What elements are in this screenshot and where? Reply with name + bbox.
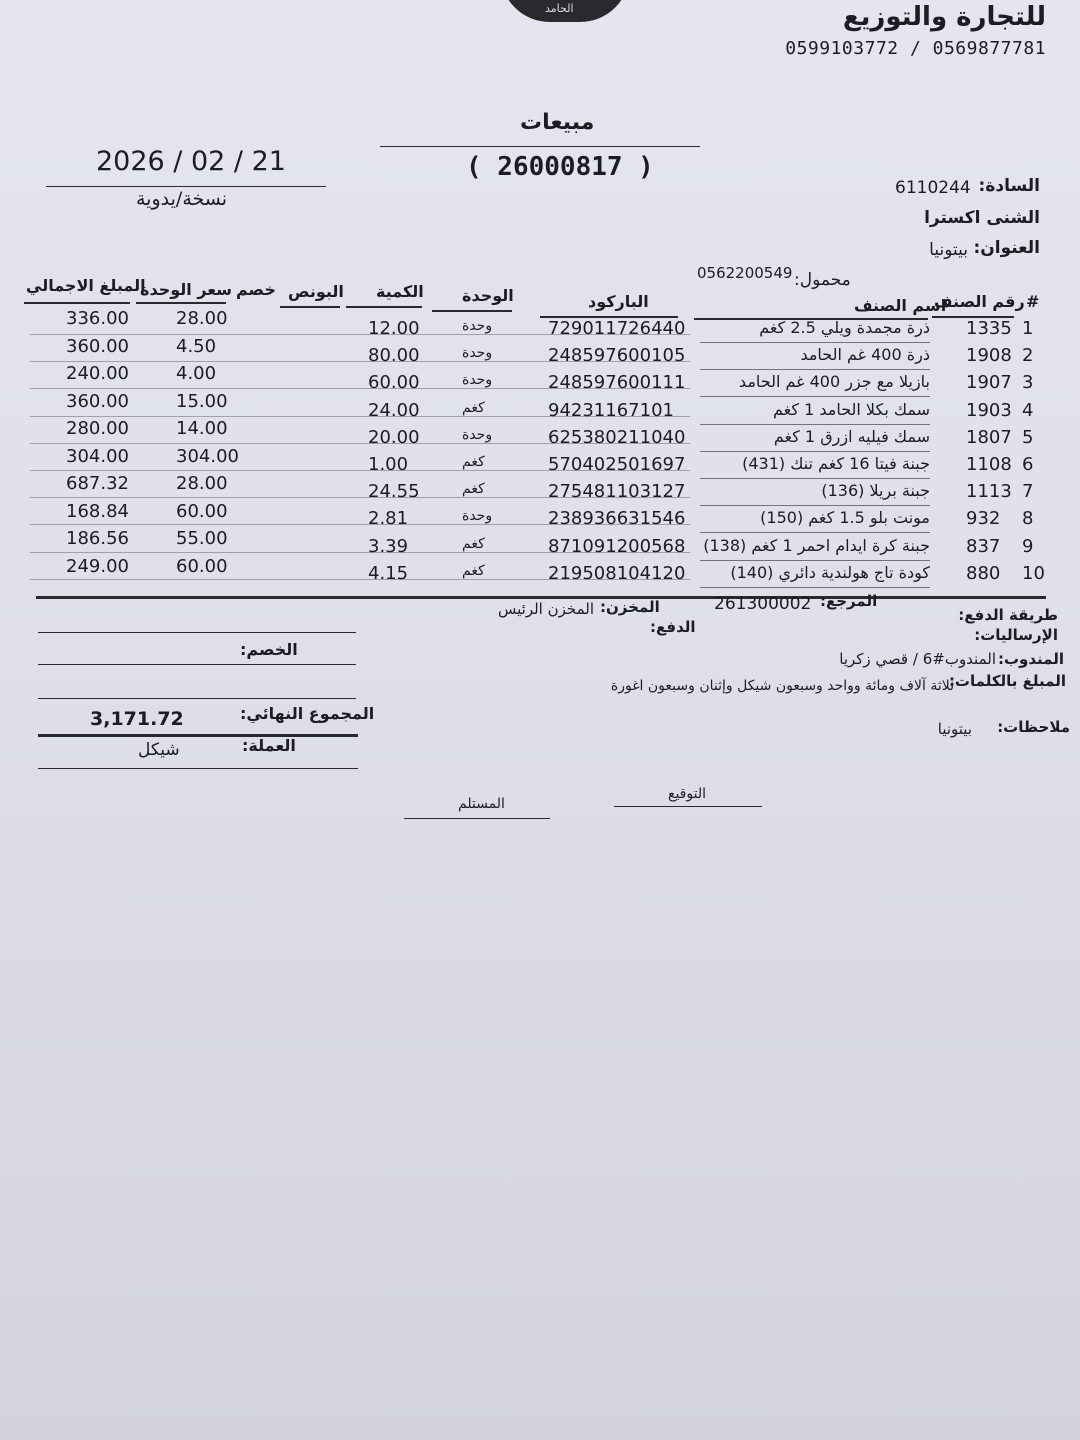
col-header-item-name: اسم الصنف (854, 296, 947, 315)
address-value: بيتونيا (929, 240, 968, 260)
signature-line (614, 806, 762, 807)
cell-item-no: 1908 (966, 345, 1012, 367)
totals-rule (38, 768, 358, 769)
totals-rule (38, 698, 356, 699)
totals-rule (38, 632, 356, 633)
rep-label: المندوب: (997, 650, 1064, 668)
reference-label: المرجع: (820, 592, 878, 610)
cell-total: 304.00 (66, 445, 129, 467)
cell-unit: وحدة (462, 426, 493, 443)
cell-qty: 24.00 (368, 399, 420, 421)
cell-index: 1 (1022, 318, 1034, 339)
row-divider (700, 342, 930, 343)
cell-qty: 1.00 (368, 454, 409, 475)
cell-total: 186.56 (66, 528, 129, 549)
row-divider (700, 424, 930, 425)
cell-unit: وحدة (462, 345, 493, 362)
cell-item-no: 932 (966, 508, 1001, 530)
company-phones: 0599103772 / 0569877781 (785, 38, 1046, 59)
rep-value: المندوب#6 / قصي زكريا (839, 650, 996, 668)
col-header-total: المبلغ الاجمالي (26, 276, 146, 295)
cell-unit: وحدة (462, 318, 493, 334)
signature-label: التوقيع (668, 786, 706, 802)
cell-item-no: 837 (966, 535, 1001, 557)
cell-item-name: بازيلا مع جزر 400 غم الحامد (738, 372, 930, 392)
cell-total: 249.00 (66, 555, 129, 577)
notes-label: ملاحظات: (997, 718, 1070, 736)
row-divider (700, 560, 930, 561)
cell-index: 7 (1022, 481, 1034, 503)
cell-unit-price: 28.00 (176, 473, 228, 494)
cell-unit-price: 60.00 (176, 500, 228, 522)
discount-label: الخصم: (240, 640, 298, 659)
cell-qty: 80.00 (368, 345, 420, 367)
cell-item-no: 1108 (966, 454, 1012, 475)
mobile-label: محمول: (794, 270, 851, 290)
invoice-number: ( 26000817 ) (466, 152, 654, 182)
logo-text: الحامد (545, 2, 574, 15)
receiver-label: المستلم (458, 796, 505, 812)
col-header-bonus: البونص (288, 282, 344, 301)
grand-total-value: 3,171.72 (90, 708, 184, 730)
cell-barcode: 248597600111 (548, 372, 686, 394)
cell-unit: كغم (462, 562, 485, 579)
header-underline (24, 302, 130, 304)
cell-barcode: 625380211040 (548, 426, 686, 448)
cell-unit: كغم (462, 535, 485, 552)
mobile-value: 0562200549 (697, 264, 793, 282)
cell-unit-price: 28.00 (176, 308, 228, 329)
cell-unit: وحدة (462, 372, 493, 389)
customer-name: الشنى اكسترا (924, 208, 1040, 228)
cell-barcode: 871091200568 (548, 535, 686, 557)
notes-value: بيتونيا (937, 720, 972, 738)
cell-qty: 20.00 (368, 426, 420, 448)
company-name: للتجارة والتوزيع (842, 2, 1046, 32)
row-divider (30, 443, 690, 444)
cell-qty: 60.00 (368, 372, 420, 394)
amount-words-value: ثلاثة آلاف ومائة وواحد وسبعون شيكل وإثنان وسبعون اغورة (610, 678, 954, 694)
col-header-index: # (1026, 292, 1040, 311)
shipments-label: الإرساليات: (974, 626, 1058, 644)
cell-index: 4 (1022, 399, 1034, 421)
cell-unit-price: 55.00 (176, 528, 228, 549)
cell-qty: 4.15 (368, 562, 409, 584)
cell-qty: 24.55 (368, 481, 420, 503)
cell-qty: 2.81 (368, 508, 409, 530)
cell-unit-price: 15.00 (176, 390, 228, 412)
cell-item-name: جبنة فيتا 16 كغم تنك (431) (742, 454, 930, 473)
cell-unit-price: 4.00 (176, 363, 217, 384)
row-divider (700, 587, 930, 588)
divider (380, 146, 700, 147)
row-divider (30, 334, 690, 335)
copy-type: نسخة/يدوية (136, 188, 228, 210)
cell-item-name: مونت بلو 1.5 كغم (150) (760, 508, 930, 528)
cell-unit: كغم (462, 399, 485, 416)
cell-item-name: سمك فيليه ازرق 1 كغم (773, 426, 930, 446)
row-divider (700, 505, 930, 506)
col-header-item-no: رقم الصنف (934, 292, 1025, 311)
receiver-line (404, 818, 550, 819)
col-header-unit-price: سعر الوحدة (140, 280, 233, 299)
cell-barcode: 219508104120 (548, 562, 686, 584)
customer-account: 6110244 (895, 178, 971, 198)
cell-index: 5 (1022, 426, 1034, 448)
cell-item-no: 1113 (966, 481, 1012, 503)
cell-total: 280.00 (66, 418, 129, 439)
cell-barcode: 238936631546 (548, 508, 686, 530)
cell-barcode: 729011726440 (548, 318, 686, 339)
cell-total: 336.00 (66, 308, 129, 329)
currency-label: العملة: (242, 736, 296, 755)
cell-item-no: 880 (966, 562, 1001, 584)
row-divider (700, 396, 930, 397)
cell-barcode: 248597600105 (548, 345, 686, 367)
header-underline (432, 310, 512, 312)
row-divider (30, 416, 690, 417)
row-divider (30, 524, 690, 525)
currency-value: شيكل (138, 740, 180, 760)
totals-rule (38, 734, 358, 737)
cell-index: 3 (1022, 372, 1034, 394)
totals-rule (38, 664, 356, 665)
grand-total-label: المجموع النهائي: (240, 704, 375, 723)
cell-unit: كغم (462, 454, 485, 470)
cell-index: 8 (1022, 508, 1034, 530)
row-divider (30, 361, 690, 362)
cell-qty: 3.39 (368, 535, 409, 557)
cell-unit-price: 4.50 (176, 335, 217, 357)
col-header-barcode: الباركود (588, 292, 649, 311)
cell-item-name: جبنة كرة ايدام احمر 1 كغم (138) (703, 535, 930, 555)
cell-total: 240.00 (66, 363, 129, 384)
row-divider (30, 470, 690, 471)
header-underline (280, 306, 340, 308)
cell-qty: 12.00 (368, 318, 420, 339)
cell-item-name: ذرة مجمدة ويلي 2.5 كغم (759, 318, 930, 337)
divider (46, 186, 326, 187)
cell-unit-price: 14.00 (176, 418, 228, 439)
cell-item-no: 1807 (966, 426, 1012, 448)
cell-total: 360.00 (66, 390, 129, 412)
header-underline (136, 302, 226, 304)
company-logo (500, 0, 630, 22)
col-header-discount: خصم (236, 280, 276, 299)
cell-item-name: جبنة بريلا (136) (821, 481, 930, 501)
cell-barcode: 94231167101 (548, 399, 674, 421)
warehouse-label: المخزن: (600, 598, 660, 616)
row-divider (30, 388, 690, 389)
cell-item-name: ذرة 400 غم الحامد (800, 345, 930, 365)
cell-barcode: 275481103127 (548, 481, 686, 503)
cell-total: 168.84 (66, 500, 129, 522)
warehouse-value: المخزن الرئيس (498, 600, 594, 618)
customer-title-label: السادة: (978, 176, 1040, 196)
cell-unit: كغم (462, 481, 485, 498)
amount-words-label: المبلغ بالكلمات: (948, 672, 1066, 690)
payment-method-label: طريقة الدفع: (958, 606, 1058, 624)
row-divider (700, 478, 930, 479)
cell-total: 687.32 (66, 473, 129, 494)
cell-unit-price: 304.00 (176, 445, 239, 467)
header-underline (346, 306, 422, 308)
row-divider (30, 579, 690, 580)
col-header-qty: الكمية (376, 282, 424, 301)
cell-index: 2 (1022, 345, 1034, 367)
cell-total: 360.00 (66, 335, 129, 357)
cell-unit: وحدة (462, 508, 493, 525)
payment-label: الدفع: (650, 618, 696, 636)
document-type: مبيعات (520, 110, 595, 135)
invoice-date: 2026 / 02 / 21 (96, 146, 286, 177)
row-divider (30, 497, 690, 498)
cell-item-no: 1907 (966, 372, 1012, 394)
cell-item-name: كودة تاج هولندية دائري (140) (730, 562, 930, 582)
cell-index: 9 (1022, 535, 1034, 557)
table-bottom-rule (36, 596, 1046, 599)
cell-item-no: 1335 (966, 318, 1012, 339)
cell-item-name: سمك بكلا الحامد 1 كغم (773, 399, 930, 419)
cell-item-no: 1903 (966, 399, 1012, 421)
row-divider (30, 552, 690, 553)
cell-index: 10 (1022, 562, 1045, 584)
col-header-unit: الوحدة (462, 286, 514, 305)
cell-index: 6 (1022, 454, 1034, 475)
row-divider (700, 451, 930, 452)
cell-barcode: 570402501697 (548, 454, 686, 475)
cell-unit-price: 60.00 (176, 555, 228, 577)
reference-value: 261300002 (714, 594, 812, 614)
address-label: العنوان: (973, 238, 1040, 258)
row-divider (700, 369, 930, 370)
row-divider (700, 532, 930, 533)
